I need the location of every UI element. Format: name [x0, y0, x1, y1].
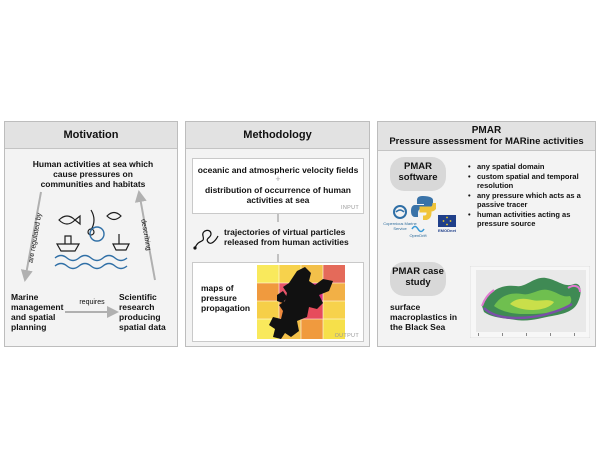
opendrift-logo-label: OpenDrift	[409, 233, 427, 238]
pmar-case-label: PMAR case study	[392, 266, 444, 288]
pmar-title: PMAR	[471, 125, 502, 136]
describing-label: describing	[139, 218, 152, 252]
pmar-subtitle: Pressure assessment for MARine activities	[389, 136, 584, 147]
feature-item: • any spatial domain	[468, 162, 592, 171]
pmar-header	[378, 122, 595, 151]
pmar-panel	[377, 121, 596, 347]
feature-item: • any pressure which acts as a passive tracer	[468, 191, 592, 209]
input-tag: INPUT	[341, 205, 359, 211]
feature-item: • human activities acting as pressure source	[468, 210, 592, 228]
black-sea-map-image	[470, 266, 590, 338]
scientific-research-text: Scientific research producing spatial data	[119, 292, 166, 332]
regulated-by-label: are regulated by	[27, 212, 44, 264]
methodology-panel	[185, 121, 370, 347]
input-plus: +	[275, 174, 281, 184]
velocity-fields-text: oceanic and atmospheric velocity fields	[197, 165, 359, 175]
output-tag: OUTPUT	[334, 333, 359, 339]
methodology-title: Methodology	[243, 129, 312, 141]
python-logo-icon	[410, 194, 436, 220]
motivation-panel	[4, 121, 178, 347]
feature-item: • custom spatial and temporal resolution	[468, 172, 592, 190]
pmar-case-study-pill	[390, 262, 446, 296]
human-activities-text: Human activities at sea which cause pressures on communities and habitats	[32, 159, 154, 189]
motivation-title: Motivation	[63, 129, 119, 141]
trajectory-icon	[192, 224, 222, 254]
pmar-software-label: PMAR software	[398, 161, 438, 183]
opendrift-logo-icon	[411, 223, 425, 233]
emodnet-logo-icon	[438, 215, 456, 227]
human-occurrence-text: distribution of occurrence of human activities at sea	[205, 185, 351, 205]
marine-activities-icon	[53, 204, 137, 276]
maps-pressure-text: maps of pressure propagation	[201, 283, 251, 313]
copernicus-logo-icon	[392, 204, 408, 220]
marine-management-text: Marine management and spatial planning	[11, 292, 64, 332]
pmar-software-pill	[390, 157, 446, 191]
requires-label: requires	[79, 299, 105, 306]
trajectories-text: trajectories of virtual particles released from human activities	[224, 227, 349, 247]
emodnet-logo-label: EMODnet	[438, 228, 456, 233]
pmar-features-list	[468, 162, 592, 229]
output-box	[192, 262, 364, 342]
copernicus-logo-label: Copernicus Marine Service	[383, 221, 417, 231]
pressure-map-image	[257, 265, 345, 339]
case-study-text: surface macroplastics in the Black Sea	[390, 302, 458, 332]
